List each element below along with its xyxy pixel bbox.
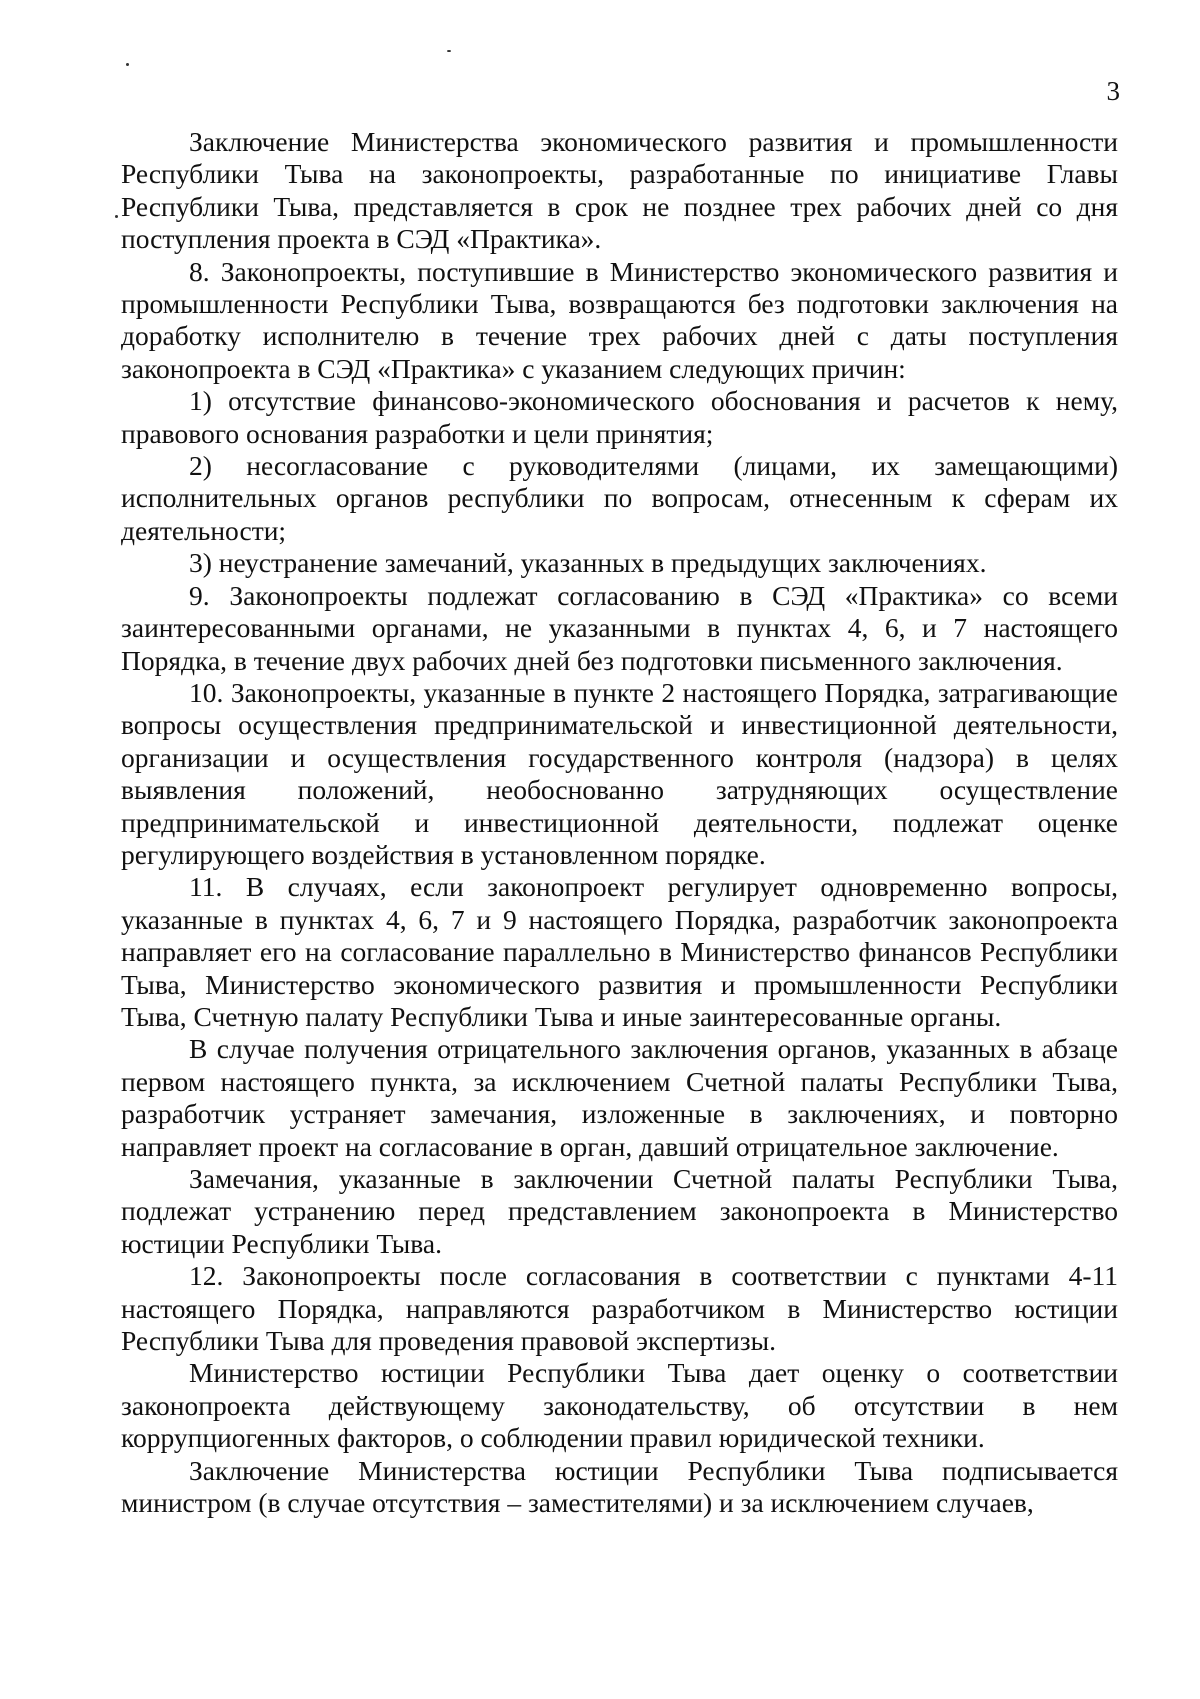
scan-speck bbox=[447, 50, 451, 52]
scan-speck bbox=[126, 63, 129, 66]
paragraph-reason-1: 1) отсутствие финансово-экономического обоснования и расчетов к нему, правового основания разработки и цели принятия; bbox=[121, 385, 1118, 449]
scan-speck bbox=[115, 215, 118, 218]
paragraph-item-8: 8. Законопроекты, поступившие в Министерство экономического развития и промышленности Республики Тыва, возвращаются без подготовки заключения на доработку исполнителю в течение трех рабочих дней с даты поступления законопроекта в СЭД «Практика» с указанием следующих причин: bbox=[121, 255, 1118, 384]
paragraph-item-10: 10. Законопроекты, указанные в пункте 2 настоящего Порядка, затрагивающие вопросы осуществления предпринимательской и инвестиционной деятельности, организации и осуществления государственного контроля (надзора) в целях выявления положений, необоснованно затрудняющих осуществление предпринимательской и инвестиционной деятельности, подлежат оценке регулирующего воздействия в установленном порядке. bbox=[121, 676, 1118, 870]
paragraph-negative-conclusion: В случае получения отрицательного заключения органов, указанных в абзаце первом настоящего пункта, за исключением Счетной палаты Республики Тыва, разработчик устраняет замечания, изложенные в заключениях, и повторно направляет проект на согласование в орган, давший отрицательное заключение. bbox=[121, 1033, 1118, 1162]
paragraph-justice-conclusion: Заключение Министерства юстиции Республики Тыва подписывается министром (в случае отсутствия – заместителями) и за исключением случаев, bbox=[121, 1454, 1118, 1519]
paragraph-item-11: 11. В случаях, если законопроект регулирует одновременно вопросы, указанные в пунктах 4, 6, 7 и 9 настоящего Порядка, разработчик законопроекта направляет его на согласование параллельно в Министерство финансов Республики Тыва, Министерство экономического развития и промышленности Республики Тыва, Счетную палату Республики Тыва и иные заинтересованные органы. bbox=[121, 871, 1118, 1032]
page-number: 3 bbox=[1106, 76, 1120, 106]
paragraph-conclusion-ministry-economy: Заключение Министерства экономического развития и промышленности Республики Тыва на законопроекты, разработанные по инициативе Главы Республики Тыва, представляется в срок не позднее трех рабочих дней со дня поступления проекта в СЭД «Практика». bbox=[121, 126, 1118, 255]
paragraph-item-9: 9. Законопроекты подлежат согласованию в СЭД «Практика» со всеми заинтересованными органами, не указанными в пунктах 4, 6, и 7 настоящего Порядка, в течение двух рабочих дней без подготовки письменного заключения. bbox=[121, 579, 1118, 676]
paragraph-justice-assessment: Министерство юстиции Республики Тыва дает оценку о соответствии законопроекта действующему законодательству, об отсутствии в нем коррупциогенных факторов, о соблюдении правил юридической техники. bbox=[121, 1357, 1118, 1454]
paragraph-item-12: 12. Законопроекты после согласования в соответствии с пунктами 4-11 настоящего Порядка, направляются разработчиком в Министерство юстиции Республики Тыва для проведения правовой экспертизы. bbox=[121, 1260, 1118, 1357]
document-body bbox=[121, 126, 1118, 1519]
paragraph-accounts-chamber-remarks: Замечания, указанные в заключении Счетной палаты Республики Тыва, подлежат устранению перед представлением законопроекта в Министерство юстиции Республики Тыва. bbox=[121, 1163, 1118, 1259]
paragraph-reason-2: 2) несогласование с руководителями (лицами, их замещающими) исполнительных органов республики по вопросам, отнесенным к сферам их деятельности; bbox=[121, 450, 1118, 546]
paragraph-reason-3: 3) неустранение замечаний, указанных в предыдущих заключениях. bbox=[189, 547, 987, 579]
